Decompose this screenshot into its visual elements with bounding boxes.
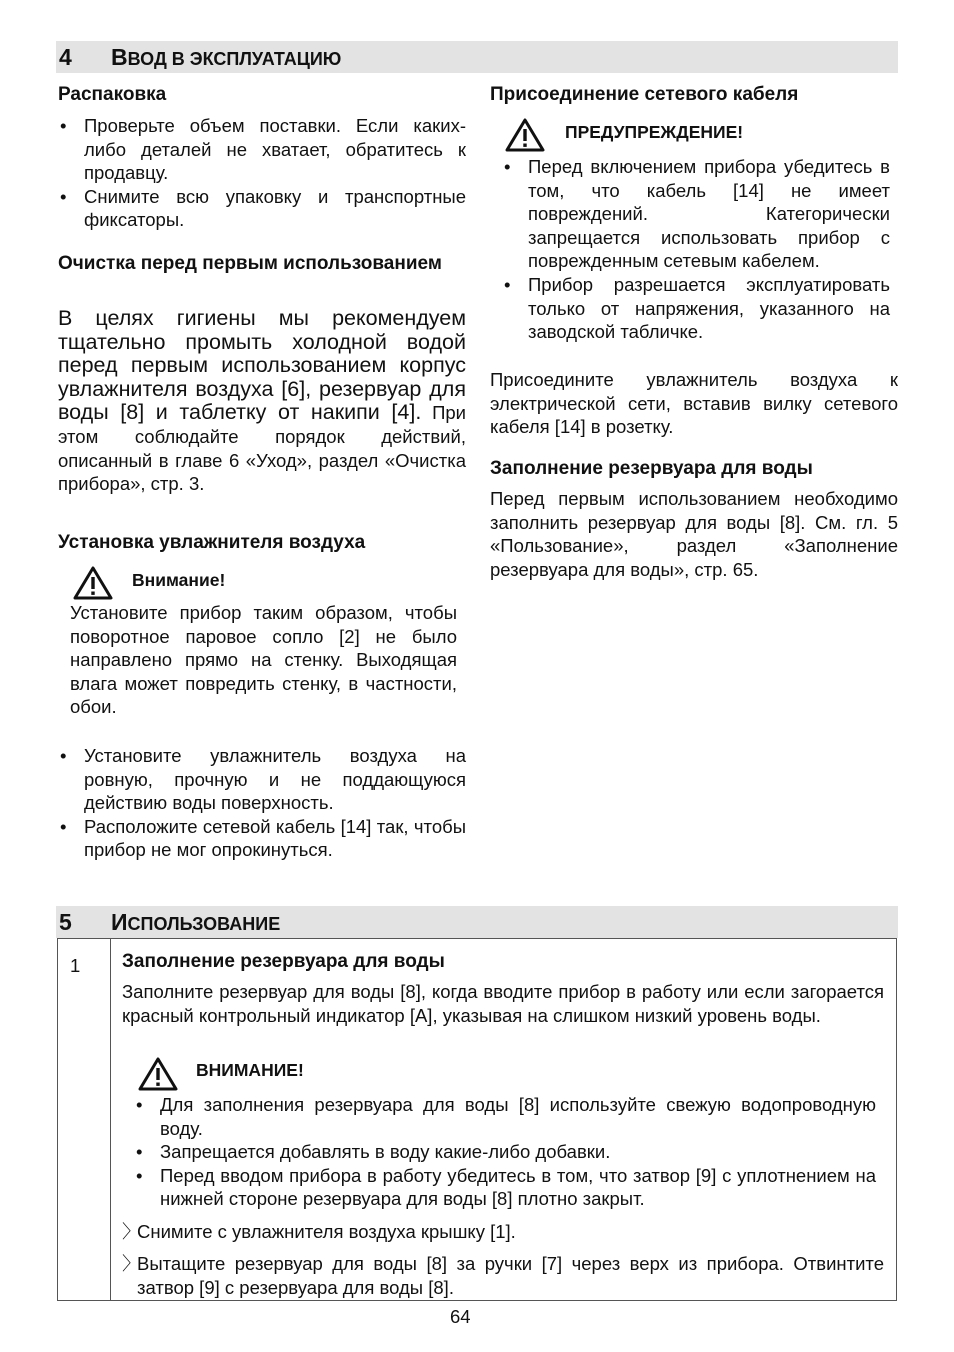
list-item: • Для заполнения резервуара для воды [8] используйте свежую водопроводную воду. [134, 1093, 876, 1140]
list-item: • Расположите сетевой кабель [14] так, чтобы прибор не мог опрокинуться. [58, 815, 466, 862]
cleaning-heading: Очистка перед первым использованием [58, 253, 442, 274]
cleaning-text [58, 307, 466, 496]
usage-warning-title: ВНИМАНИЕ! [196, 1060, 304, 1080]
warning-triangle-icon [138, 1057, 178, 1091]
cable-heading: Присоединение сетевого кабеля [490, 84, 799, 105]
list-item: • Прибор разрешается эксплуатировать только от напряжения, указанного на заводской табличке. [502, 273, 890, 344]
list-item: • Запрещается добавлять в воду какие-либо добавки. [134, 1140, 876, 1164]
installation-warning-text: Установите прибор таким образом, чтобы поворотное паровое сопло [2] не было направлено прямо на стенку. Выходящая влага может повредить стенку, в частности, обои. [70, 602, 457, 718]
step-1 [122, 1220, 884, 1244]
section-4-header [56, 41, 898, 73]
cleaning-text-large: В целях гигиены мы рекомендуем тщательно промыть холодной водой перед первым использованием корпус увлажнителя воздуха [6], резервуар для воды [8] и таблетку от накипи [4]. [58, 306, 466, 425]
cable-warning-list [502, 155, 890, 344]
installation-list [58, 744, 466, 862]
filling-text: Перед первым использованием необходимо заполнить резервуар для воды [8]. См. гл. 5 «Пользование», раздел «Заполнение резервуара для воды», стр. 65. [490, 488, 898, 580]
warning-triangle-icon [73, 566, 113, 600]
usage-text: Заполните резервуар для воды [8], когда вводите прибор в работу или если загорается красный контрольный индикатор [A], указывая на слишком низкий уровень воды. [122, 981, 884, 1026]
page-number: 64 [450, 1306, 471, 1327]
step-2 [122, 1252, 884, 1299]
section-4-number: 4 [59, 44, 72, 70]
section-4-title [111, 44, 341, 71]
unpacking-heading: Распаковка [58, 84, 167, 105]
list-item: • Установите увлажнитель воздуха на ровную, прочную и не поддающуюся действию воды поверхность. [58, 744, 466, 815]
list-item: • Перед вводом прибора в работу убедитесь в том, что затвор [9] с уплотнением на нижней стороне резервуара для воды [8] плотно закрыт. [134, 1164, 876, 1211]
installation-heading: Установка увлажнителя воздуха [58, 532, 366, 553]
section-5-title-first: И [111, 909, 128, 935]
section-4-title-first: В [111, 44, 128, 70]
cleaning-text-small: При этом соблюдайте порядок действий, описанный в главе 6 «Уход», раздел «Очистка прибора», стр. 3. [58, 402, 466, 495]
warning-triangle-icon [505, 118, 545, 152]
usage-heading: Заполнение резервуара для воды [122, 951, 445, 972]
row-number-cell [58, 939, 111, 1301]
list-item: • Перед включением прибора убедитесь в том, что кабель [14] не имеет повреждений. Категорически запрещается использовать прибор с поврежденным сетевым кабелем. [502, 155, 890, 273]
row-number: 1 [70, 955, 81, 976]
unpacking-list [58, 114, 466, 232]
step-marker: 〉 [122, 1253, 141, 1274]
section-4-title-rest: ВОД В ЭКСПЛУАТАЦИЮ [127, 49, 342, 69]
section-5-title-rest: СПОЛЬЗОВАНИЕ [127, 914, 281, 934]
installation-warning-title: Внимание! [132, 570, 226, 590]
section-5-title [111, 909, 280, 936]
step-text: Снимите с увлажнителя воздуха крышку [1]. [137, 1221, 516, 1242]
list-item: • Снимите всю упаковку и транспортные фиксаторы. [58, 185, 466, 232]
section-5-number: 5 [59, 909, 72, 935]
step-text: Вытащите резервуар для воды [8] за ручки [7] через верх из прибора. Отвинтите затвор [9] с резервуара для воды [8]. [137, 1253, 884, 1298]
filling-heading: Заполнение резервуара для воды [490, 458, 813, 479]
usage-warning-list [134, 1093, 876, 1211]
step-marker: 〉 [122, 1221, 141, 1242]
section-5-header [56, 906, 898, 938]
cable-text: Присоедините увлажнитель воздуха к электрической сети, вставив вилку сетевого кабеля [14] в розетку. [490, 369, 898, 438]
list-item: • Проверьте объем поставки. Если каких-либо деталей не хватает, обратитесь к продавцу. [58, 114, 466, 185]
cable-warning-title: ПРЕДУПРЕЖДЕНИЕ! [565, 122, 744, 142]
